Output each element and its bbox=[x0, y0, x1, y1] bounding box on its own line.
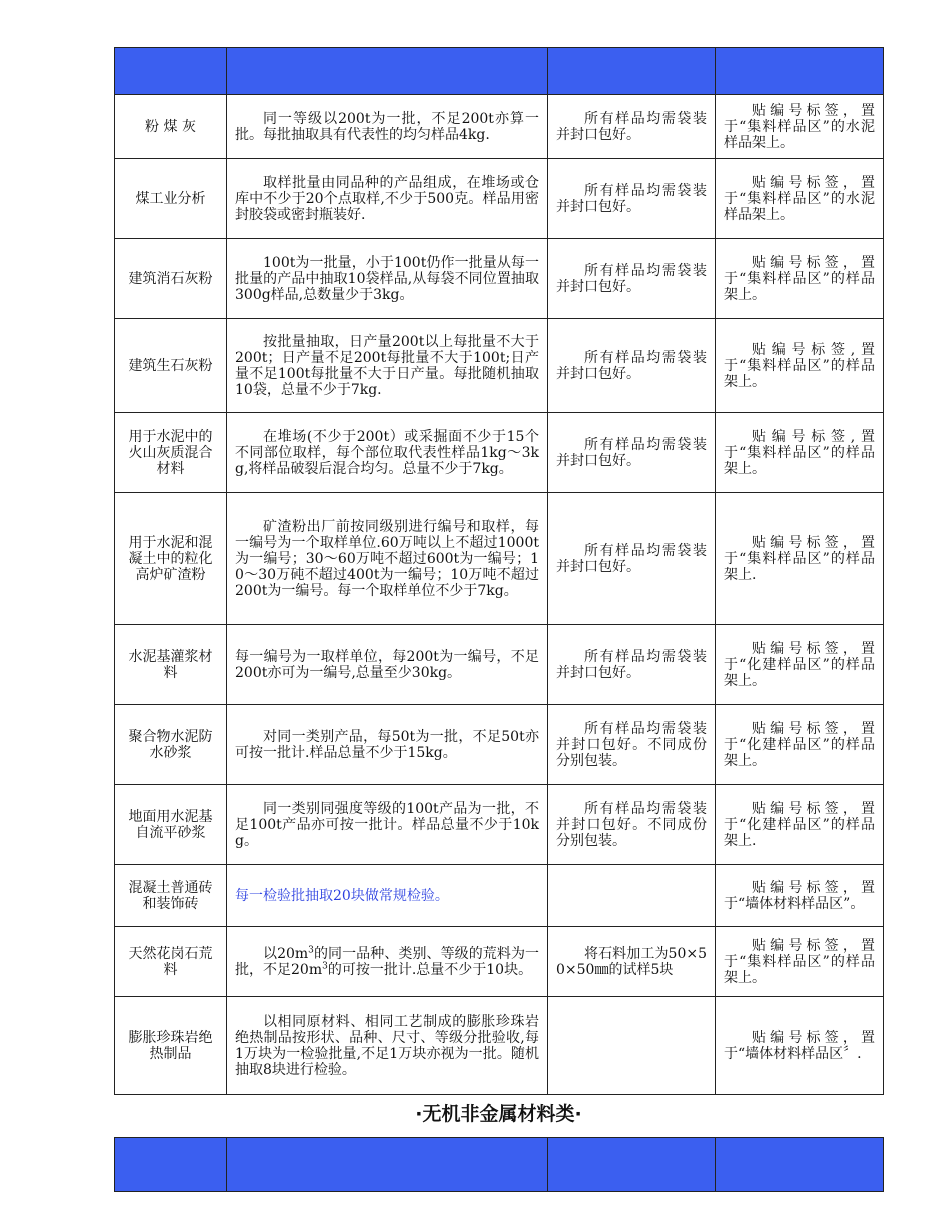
header-cell bbox=[716, 48, 884, 95]
table-row bbox=[115, 95, 884, 159]
material-name: 用于水泥中的火山灰质混合材料 bbox=[115, 413, 227, 493]
storage-rule: 贴编号标签,置于“集料样品区”的样品架上。 bbox=[716, 319, 884, 413]
storage-rule: 贴编号标签,置于“集料样品区”的样品架上。 bbox=[716, 413, 884, 493]
header-cell bbox=[716, 1138, 884, 1192]
sampling-text: 的同一品种、类别、等级的荒料为一批，不足20m bbox=[235, 945, 540, 978]
sampling-rule: 100t为一批量，小于100t仍作一批量从每一批量的产品中抽取10袋样品,从每袋不同位置抽取300g样品,总数量少于3kg。 bbox=[227, 239, 548, 319]
packing-rule bbox=[548, 997, 716, 1095]
table-header-row bbox=[115, 1138, 884, 1192]
header-cell bbox=[548, 48, 716, 95]
packing-rule: 将石料加工为50×50×50㎜的试样5块 bbox=[548, 927, 716, 997]
table-row bbox=[115, 319, 884, 413]
materials-table-container bbox=[114, 47, 883, 1095]
storage-rule: 贴编号标签，置于“集料样品区”的样品架上。 bbox=[716, 239, 884, 319]
storage-rule: 贴编号标签，置于“墙体材料样品区”。 bbox=[716, 865, 884, 927]
packing-rule: 所有样品均需袋装并封口包好。不同成份分别包装。 bbox=[548, 705, 716, 785]
storage-rule: 贴编号标签，置于“集料样品区”的样品架上。 bbox=[716, 927, 884, 997]
material-name: 水泥基灌浆材料 bbox=[115, 625, 227, 705]
table-row bbox=[115, 413, 884, 493]
material-name: 膨胀珍珠岩绝热制品 bbox=[115, 997, 227, 1095]
table-row bbox=[115, 159, 884, 239]
packing-rule: 所有样品均需袋装并封口包好。 bbox=[548, 493, 716, 625]
header-cell bbox=[227, 48, 548, 95]
storage-rule: 贴编号标签，置于“化建样品区”的样品架上. bbox=[716, 785, 884, 865]
materials-sampling-table bbox=[114, 47, 884, 1095]
header-cell bbox=[115, 1138, 227, 1192]
sampling-rule: 在堆场(不少于200t）或采掘面不少于15个不同部位取样，每个部位取代表性样品1kg～3kg,将样品破裂后混合均匀。总量不少于7kg。 bbox=[227, 413, 548, 493]
sampling-rule: 每一编号为一取样单位，每200t为一编号，不足200t亦可为一编号,总量至少30kg。 bbox=[227, 625, 548, 705]
packing-rule: 所有样品均需袋装并封口包好。不同成份分别包装。 bbox=[548, 785, 716, 865]
storage-rule: 贴编号标签，置于“墙体材料样品区〞. bbox=[716, 997, 884, 1095]
packing-rule: 所有样品均需袋装并封口包好。 bbox=[548, 239, 716, 319]
sampling-text: 以20m bbox=[263, 945, 309, 962]
table-row bbox=[115, 785, 884, 865]
storage-rule: 贴编号标签，置于“化建样品区”的样品架上。 bbox=[716, 705, 884, 785]
sampling-rule: 同一等级以200t为一批，不足200t亦算一批。每批抽取具有代表性的均匀样品4kg. bbox=[227, 95, 548, 159]
storage-rule: 贴编号标签，置于“化建样品区”的样品架上。 bbox=[716, 625, 884, 705]
header-cell bbox=[548, 1138, 716, 1192]
table-row bbox=[115, 239, 884, 319]
sampling-rule: 同一类别同强度等级的100t产品为一批，不足100t产品亦可按一批计。样品总量不少于10kg。 bbox=[227, 785, 548, 865]
next-table bbox=[114, 1137, 884, 1192]
table-row bbox=[115, 705, 884, 785]
sampling-rule: 取样批量由同品种的产品组成，在堆场或仓库中不少于20个点取样,不少于500克。样品用密封胶袋或密封瓶装好. bbox=[227, 159, 548, 239]
sampling-text: 的可按一批计.总量不少于10块。 bbox=[327, 961, 533, 978]
table-row bbox=[115, 493, 884, 625]
packing-rule: 所有样品均需袋装并封口包好。 bbox=[548, 159, 716, 239]
material-name: 建筑生石灰粉 bbox=[115, 319, 227, 413]
table-row bbox=[115, 927, 884, 997]
material-name: 聚合物水泥防水砂浆 bbox=[115, 705, 227, 785]
header-cell bbox=[115, 48, 227, 95]
section-title: ·无机非金属材料类· bbox=[415, 1103, 582, 1125]
table-row bbox=[115, 865, 884, 927]
superscript: 3 bbox=[322, 960, 328, 971]
material-name: 地面用水泥基自流平砂浆 bbox=[115, 785, 227, 865]
sampling-rule: 对同一类别产品，每50t为一批，不足50t亦可按一批计.样品总量不少于15kg。 bbox=[227, 705, 548, 785]
table-header-row bbox=[115, 48, 884, 95]
material-name: 建筑消石灰粉 bbox=[115, 239, 227, 319]
storage-rule: 贴编号标签，置于“集料样品区”的样品架上. bbox=[716, 493, 884, 625]
superscript: 3 bbox=[308, 944, 314, 955]
packing-rule: 所有样品均需袋装并封口包好。 bbox=[548, 95, 716, 159]
table-row bbox=[115, 625, 884, 705]
table-row bbox=[115, 997, 884, 1095]
material-name: 天然花岗石荒料 bbox=[115, 927, 227, 997]
sampling-rule: 每一检验批抽取20块做常规检验。 bbox=[227, 865, 548, 927]
material-name: 用于水泥和混凝土中的粒化高炉矿渣粉 bbox=[115, 493, 227, 625]
material-name: 粉 煤 灰 bbox=[115, 95, 227, 159]
packing-rule bbox=[548, 865, 716, 927]
sampling-rule: 按批量抽取，日产量200t以上每批量不大于200t；日产量不足200t每批量不大于100t;日产量不足100t每批量不大于日产量。每批随机抽取10袋，总量不少于7kg. bbox=[227, 319, 548, 413]
packing-rule: 所有样品均需袋装并封口包好。 bbox=[548, 413, 716, 493]
sampling-rule bbox=[227, 927, 548, 997]
storage-rule: 贴编号标签，置于“集料样品区”的水泥样品架上。 bbox=[716, 159, 884, 239]
next-table-container bbox=[114, 1137, 883, 1192]
sampling-rule: 矿渣粉出厂前按同级别进行编号和取样，每一编号为一个取样单位.60万吨以上不超过1000t为一编号；30～60万吨不超过600t为一编号；10～30万砘不超过400t为一编号；10万吨不超过200t为一编号。每一个取样单位不少于7kg。 bbox=[227, 493, 548, 625]
material-name: 混凝土普通砖和装饰砖 bbox=[115, 865, 227, 927]
header-cell bbox=[227, 1138, 548, 1192]
sampling-rule: 以相同原材料、相同工艺制成的膨胀珍珠岩绝热制品按形状、品种、尺寸、等级分批验收,每1万块为一检验批量,不足1万块亦视为一批。随机抽取8块进行检验。 bbox=[227, 997, 548, 1095]
packing-rule: 所有样品均需袋装并封口包好。 bbox=[548, 319, 716, 413]
material-name: 煤工业分析 bbox=[115, 159, 227, 239]
storage-rule: 贴编号标签，置于“集料样品区”的水泥样品架上。 bbox=[716, 95, 884, 159]
packing-rule: 所有样品均需袋装并封口包好。 bbox=[548, 625, 716, 705]
